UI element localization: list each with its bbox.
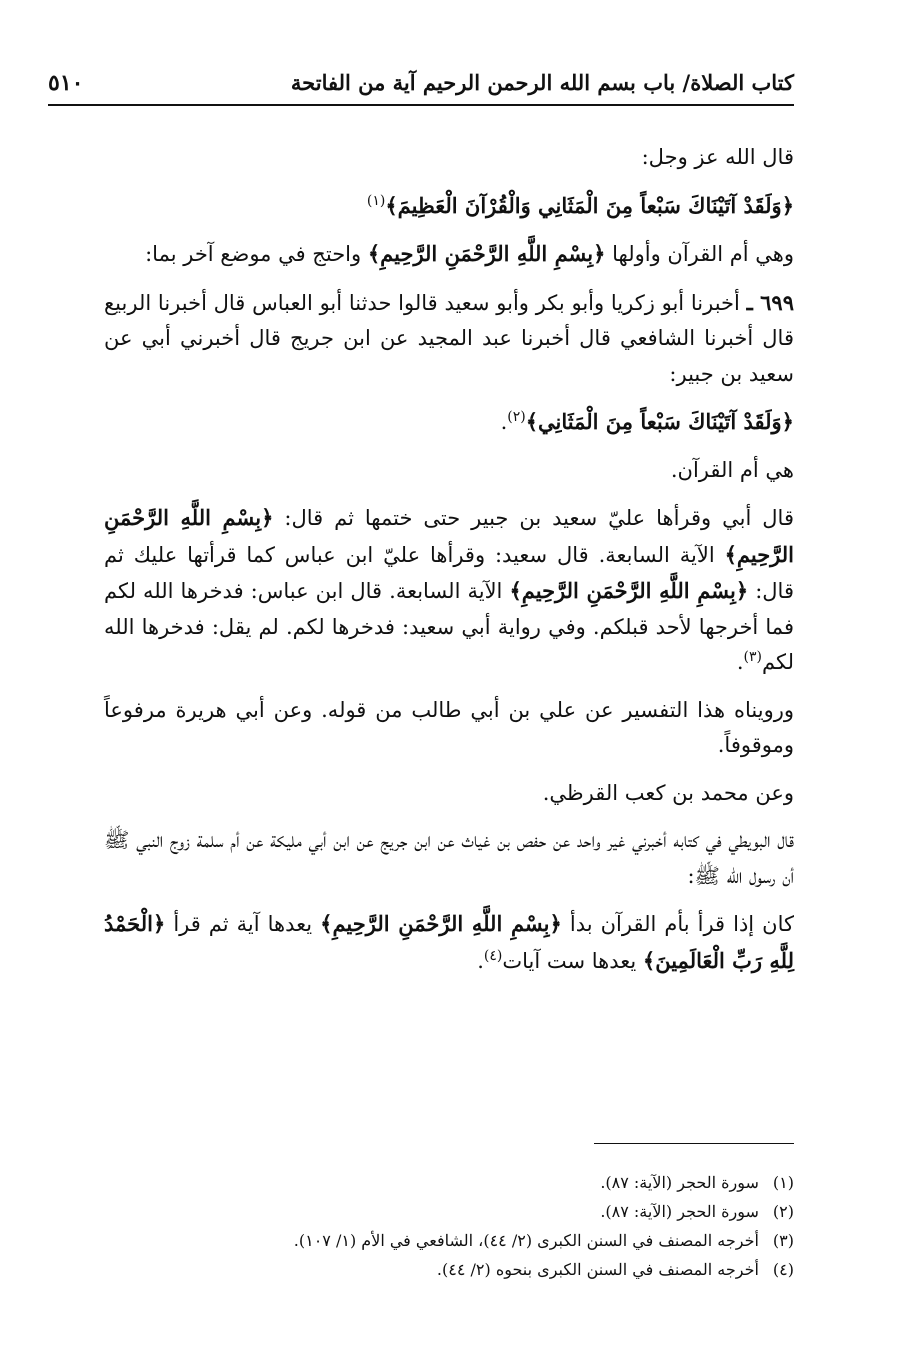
- footnote-marker: (٤): [772, 1260, 794, 1279]
- paragraph-punctuation: .: [736, 650, 744, 674]
- paragraph-text: كان إذا قرأ بأم القرآن بدأ: [569, 912, 794, 936]
- paragraph-text: واحتج في موضع آخر بما:: [145, 242, 362, 266]
- hadith-isnad: أخبرنا أبو زكريا وأبو بكر وأبو سعيد قالوا حدثنا أبو العباس قال أخبرنا الربيع قال أخبرنا الشافعي قال أخبرنا عبد المجيد عن ابن جريج قال أخبرني أبي عن سعيد بن جبير:: [104, 290, 794, 386]
- basmala-quote: ﴿بِسْمِ اللَّهِ الرَّحْمَنِ الرَّحِيمِ﴾: [367, 241, 606, 266]
- paragraph-text: قال أبي وقرأها عليّ سعيد بن جبير حتى ختمها ثم قال:: [284, 506, 794, 530]
- paragraph-text: وهي أم القرآن وأولها: [612, 242, 794, 266]
- paragraph-umm-salama: [104, 906, 794, 979]
- paragraph-umm-alquran: [104, 236, 794, 273]
- paragraph-qurazi: [104, 776, 794, 812]
- footnote-text: أخرجه المصنف في السنن الكبرى بنحوه (٢/ ٤٤).: [436, 1260, 759, 1279]
- footnote: [104, 1255, 794, 1284]
- footnote-marker: (١): [772, 1173, 794, 1192]
- footnote-ref-1[interactable]: (١): [366, 192, 386, 209]
- main-text: [104, 140, 794, 991]
- quran-verse-2: ﴿وَلَقَدْ آتَيْنَاكَ سَبْعاً مِنَ الْمَثَانِي﴾: [525, 409, 794, 434]
- footnote-text: سورة الحجر (الآية: ٨٧).: [600, 1173, 759, 1192]
- footnote-marker: (٢): [772, 1202, 794, 1221]
- hadith-699: [104, 285, 794, 393]
- umm-quran-line: [104, 453, 794, 489]
- footnote-text: سورة الحجر (الآية: ٨٧).: [600, 1202, 759, 1221]
- footnote-ref-4[interactable]: (٤): [483, 947, 503, 964]
- paragraph-text: وعن محمد بن كعب القرظي.: [542, 780, 794, 805]
- quran-verse-1: ﴿وَلَقَدْ آتَيْنَاكَ سَبْعاً مِنَ الْمَثَانِي وَالْقُرْآنَ الْعَظِيمَ﴾: [385, 192, 794, 218]
- running-title: كتاب الصلاة/ باب بسم الله الرحمن الرحيم آية من الفاتحة: [290, 70, 794, 95]
- verse-line-1: [104, 188, 794, 225]
- footnote: [104, 1197, 794, 1226]
- footnote-divider: [594, 1143, 794, 1144]
- paragraph-text: الآية السابعة. قال سعيد: وقرأها عليّ ابن عباس كما قرأتها عليك ثم قال:: [104, 542, 794, 603]
- paragraph-recitation: [104, 500, 794, 681]
- paragraph-buwayti: [104, 823, 794, 894]
- footnote-text: أخرجه المصنف في السنن الكبرى (٢/ ٤٤)، الشافعي في الأم (١/ ١٠٧).: [293, 1231, 759, 1250]
- page-header: [48, 68, 794, 106]
- paragraph-text: يعدها آية ثم قرأ: [173, 912, 313, 936]
- footnote-marker: (٣): [772, 1231, 794, 1250]
- paragraph-text: الآية السابعة. قال ابن عباس: فدخرها الله لكم فما أخرجها لأحد قبلكم. وفي رواية أبي سعيد: فدخرها لكم. لم يقل: فدخرها الله لكم: [104, 579, 794, 674]
- paragraph-text: ورويناه هذا التفسير عن علي بن أبي طالب من قوله. وعن أبي هريرة مرفوعاً وموقوفاً.: [104, 697, 794, 757]
- paragraph-text: قال البويطي في كتابه أخبرني غير واحد عن حفص بن غياث عن ابن جريج عن ابن أبي مليكة عن أم سلمة زوج النبي ﷺ أن رسول الله ﷺ:: [104, 828, 794, 888]
- hadith-number: ٦٩٩ ـ: [746, 289, 794, 315]
- paragraph-punctuation: .: [477, 948, 484, 973]
- basmala-quote: ﴿بِسْمِ اللَّهِ الرَّحْمَنِ الرَّحِيمِ﴾: [509, 578, 749, 603]
- basmala-quote: ﴿بِسْمِ اللَّهِ الرَّحْمَنِ الرَّحِيمِ﴾: [104, 505, 794, 567]
- hamd-quote: ﴿الْحَمْدُ لِلَّهِ رَبِّ الْعَالَمِينَ﴾: [104, 911, 794, 973]
- verse-line-2: [104, 404, 794, 441]
- paragraph-tafsir: [104, 693, 794, 764]
- page-number: ٥١٠: [48, 70, 84, 96]
- verse-punctuation: .: [500, 410, 508, 434]
- footnote: [104, 1226, 794, 1255]
- footnotes: [104, 1168, 794, 1284]
- footnote: [104, 1168, 794, 1197]
- intro-line: [104, 140, 794, 176]
- footnote-ref-2[interactable]: (٢): [507, 409, 526, 425]
- basmala-quote: ﴿بِسْمِ اللَّهِ الرَّحْمَنِ الرَّحِيمِ﴾: [320, 911, 562, 936]
- paragraph-text: هي أم القرآن.: [670, 457, 794, 482]
- intro-text: قال الله عز وجل:: [641, 145, 794, 169]
- paragraph-text: يعدها ست آيات: [502, 948, 637, 973]
- footnote-ref-3[interactable]: (٣): [743, 649, 763, 665]
